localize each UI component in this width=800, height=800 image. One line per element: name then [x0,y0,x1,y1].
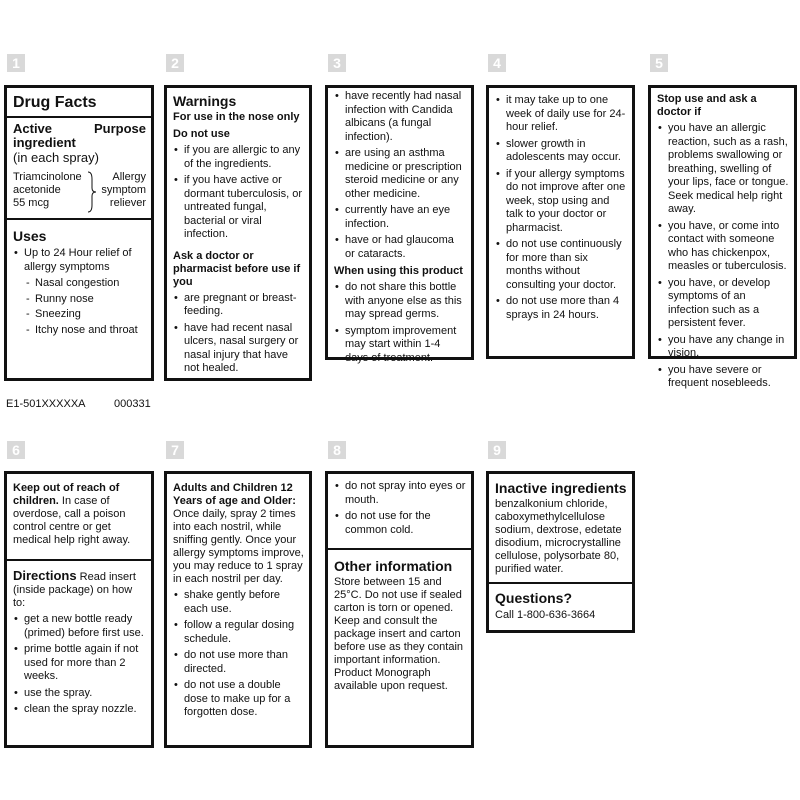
panel-number-1: 1 [7,54,25,72]
other-info-section [328,550,471,693]
dosing-item: • follow a regular dosing schedule. [173,619,304,646]
keep-out-heading: Keep out of reach of children. [13,482,120,507]
each-spray-note: (in each spray) [13,150,99,165]
ingredient-line: Triamcinolone [13,171,82,183]
do-not-use-item: • if you are allergic to any of the ingredients. [173,144,304,171]
active-ingredient-label: Active ingredient [13,121,76,150]
directions-item: • get a new bottle ready (primed) before first use. [13,613,146,640]
keep-out-body: In case of overdose, call a poison control centre or get medical help right away. [13,495,131,546]
do-not-use-item: • if you have active or dormant tuberculosis, or untreated fungal, bacterial or viral infection. [173,174,304,242]
do-not-use-heading: Do not use [173,128,230,140]
when-using-item: • symptom improvement may start within 1-4 days of treatment. [334,325,466,366]
ask-doctor-item: • are pregnant or breast-feeding. [173,292,304,319]
uses-sub-item: - Nasal congestion [23,277,146,291]
warning-item: • it may take up to one week of daily use for 24-hour relief. [495,94,627,135]
purpose-line: reliever [109,197,146,209]
dosing-item: • shake gently before each use. [173,589,304,616]
directions-continued-section [328,474,471,550]
questions-section [489,584,632,622]
panel-warnings-continued [325,85,474,364]
inactive-heading: Inactive ingredients [495,480,627,496]
adults-dosing-text: Once daily, spray 2 times into each nostril, while sniffing gently. Once your allergy symptoms improve, you may reduce to 1 spray in each nostril per day. [173,508,304,585]
ask-doctor-item: • have had recent nasal ulcers, nasal surgery or nasal injury that have not healed. [173,322,304,376]
stop-use-item: • you have severe or frequent nosebleeds. [657,364,789,391]
panel-number-6: 6 [7,441,25,459]
code-right: 000331 [114,398,151,410]
panel-number-3: 3 [328,54,346,72]
drug-facts-title: Drug Facts [7,88,151,118]
when-using-item: • do not share this bottle with anyone else as this may spread germs. [334,281,466,322]
directions-body: Read insert (inside package) on how to: [13,571,136,609]
warning-item: • do not use more than 4 sprays in 24 hours. [495,295,627,322]
ingredient-line: 55 mcg [13,197,50,209]
warnings-title: Warnings [173,93,237,109]
directions-item: • do not use for the common cold. [334,510,466,537]
stop-use-heading: Stop use and ask a doctor if [657,93,757,118]
questions-phone: Call 1-800-636-3664 [495,609,596,621]
ask-doctor-heading: Ask a doctor or pharmacist before use if you [173,249,301,288]
panel-number-2: 2 [166,54,184,72]
brace-icon [87,171,97,213]
active-ingredient-section [7,118,151,220]
directions-item: • use the spray. [13,687,146,701]
stop-use-item: • you have any change in vision. [657,334,789,361]
directions-item: • clean the spray nozzle. [13,703,146,717]
other-info-text: Store between 15 and 25°C. Do not use if sealed carton is torn or opened. Keep and consult the package insert and carton before use as they contain important information. Product Monograph available upon request. [334,576,464,692]
uses-sub-item: - Itchy nose and throat [23,324,146,338]
directions-heading: Directions [13,568,77,583]
inactive-text: benzalkonium chloride, caboxymethylcellulose sodium, dextrose, edetate disodium, microcrystalline cellulose, polysorbate 80, purified water. [495,498,622,575]
panel-adults-children [164,471,312,748]
uses-sub-item: - Runny nose [23,293,146,307]
panel-warnings [164,85,312,381]
purpose-label: Purpose [93,121,146,136]
stop-use-item: • you have, or come into contact with someone who has chickenpox, measles or tuberculosis. [657,220,789,274]
warning-item: • are using an asthma medicine or prescription steroid medicine or any other medicine. [334,147,466,201]
uses-section [7,220,151,337]
panel-other-information [325,471,474,748]
keep-out-section [7,474,151,561]
panel-stop-use [648,85,797,389]
warnings-subtitle: For use in the nose only [173,111,300,123]
inactive-section [489,474,632,584]
dosing-item: • do not use a double dose to make up for a forgotten dose. [173,679,304,720]
directions-section [7,561,151,717]
panel-number-5: 5 [650,54,668,72]
uses-title: Uses [13,228,47,244]
panel-number-7: 7 [166,441,184,459]
directions-item: • prime bottle again if not used for more than 2 weeks. [13,643,146,684]
purpose-line: symptom [101,184,146,196]
stop-use-item: • you have an allergic reaction, such as a rash, problems swallowing or breathing, swelling of your lips, face or tongue. Seek medical help right away. [657,122,789,217]
directions-item: • do not spray into eyes or mouth. [334,480,466,507]
ingredient-line: acetonide [13,184,61,196]
warning-item: • have or had glaucoma or cataracts. [334,234,466,261]
purpose-line: Allergy [112,171,146,183]
questions-heading: Questions? [495,590,573,606]
keep-out-text [13,482,146,547]
panel-warnings-more [486,85,635,359]
panel-keep-out-directions [4,471,154,748]
panel-number-4: 4 [488,54,506,72]
panel-inactive-questions [486,471,635,633]
uses-sub-item: - Sneezing [23,308,146,322]
code-left: E1-501XXXXXA [6,398,86,410]
directions-intro [13,569,146,610]
panel-drug-facts [4,85,154,381]
warning-item: • do not use continuously for more than six months without consulting your doctor. [495,238,627,292]
panel-number-9: 9 [488,441,506,459]
other-info-heading: Other information [334,558,453,574]
warning-item: • slower growth in adolescents may occur. [495,138,627,165]
warning-item: • if your allergy symptoms do not improve after one week, stop using and talk to your doctor or pharmacist. [495,168,627,236]
uses-item: • Up to 24 Hour relief of allergy symptoms [13,247,146,274]
warning-item: • have recently had nasal infection with Candida albicans (a fungal infection). [334,90,466,144]
stop-use-item: • you have, or develop symptoms of an infection such as a persistent fever. [657,277,789,331]
warning-item: • currently have an eye infection. [334,204,466,231]
when-using-heading: When using this product [334,265,463,277]
dosing-item: • do not use more than directed. [173,649,304,676]
panel-number-8: 8 [328,441,346,459]
adults-heading: Adults and Children 12 Years of age and Older: [173,482,296,507]
